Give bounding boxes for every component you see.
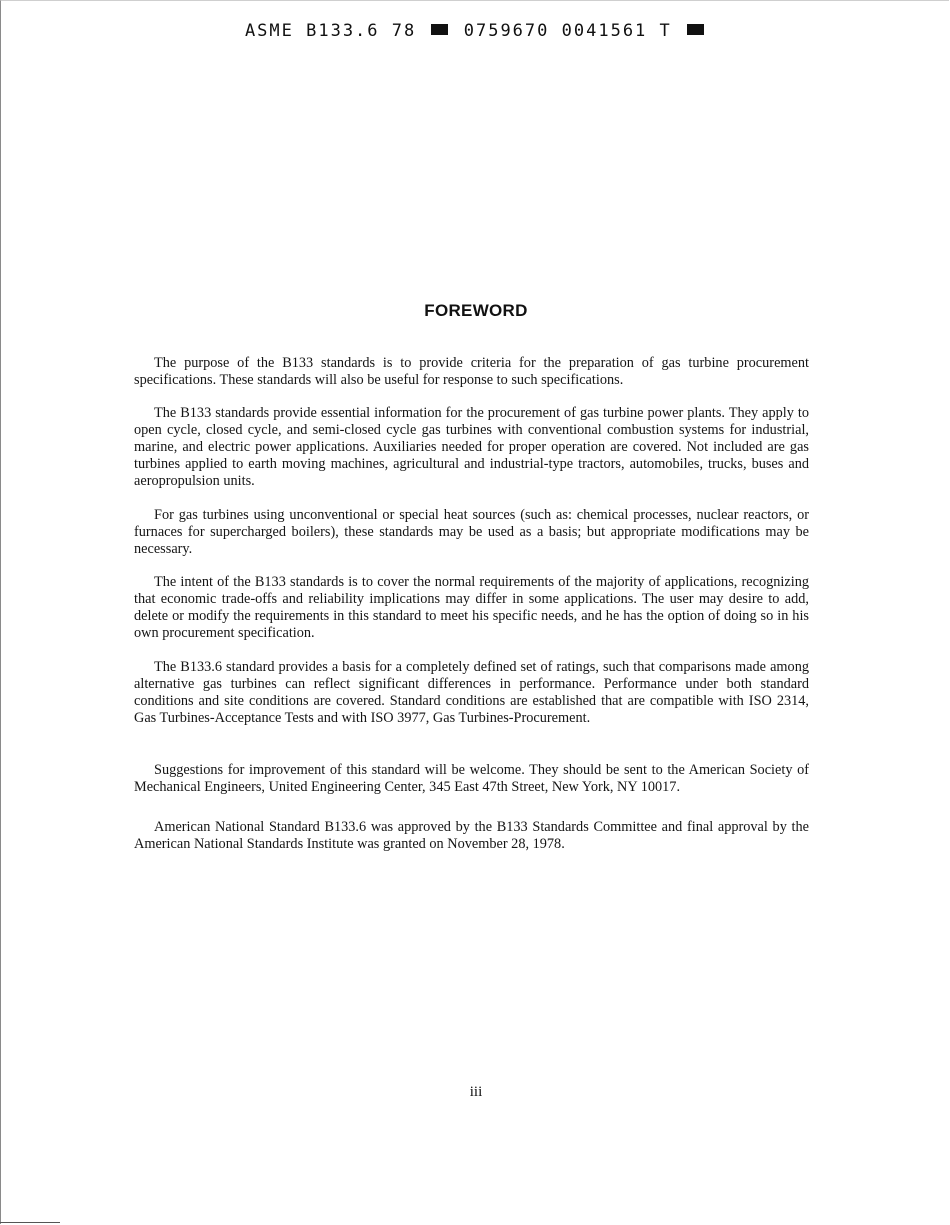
page-title: FOREWORD [424, 301, 528, 320]
paragraph-purpose: The purpose of the B133 standards is to provide criteria for the preparation of gas turbine procurement specifications. These standards will also be useful for response to such specifications. [134, 355, 809, 388]
header-block-mark [687, 24, 704, 35]
header-block-mark [431, 24, 448, 35]
header-control-number-2: 0041561 [561, 21, 648, 41]
paragraph-ratings: The B133.6 standard provides a basis for a completely defined set of ratings, such that comparisons made among alternative gas turbines can reflect significant differences in performance. Performance under both standard conditions and site conditions are covered. Standard conditions are established that are compatible with ISO 2314, Gas Turbines-Acceptance Tests and with ISO 3977, Gas Turbines-Procurement. [134, 659, 809, 726]
paragraph-suggestions: Suggestions for improvement of this standard will be welcome. They should be sent to the American Society of Mechanical Engineers, United Engineering Center, 345 East 47th Street, New York, NY 10017. [134, 762, 809, 795]
header-control-number-1: 0759670 [463, 21, 550, 41]
header-doc-code: ASME B133.6 78 [244, 21, 417, 41]
paragraph-special-heat-sources: For gas turbines using unconventional or special heat sources (such as: chemical processes, nuclear reactors, or furnaces for supercharged boilers), these standards may be used as a basis; but appropriate modifications may be necessary. [134, 507, 809, 557]
scan-edge-divider [0, 1222, 60, 1223]
header-suffix: T [659, 21, 672, 41]
scan-header [1, 21, 950, 41]
paragraph-approval: American National Standard B133.6 was approved by the B133 Standards Committee and final approval by the American National Standards Institute was granted on November 28, 1978. [134, 819, 809, 852]
paragraph-intent: The intent of the B133 standards is to cover the normal requirements of the majority of applications, recognizing that economic trade-offs and reliability implications may differ in some applications. The user may desire to add, delete or modify the requirements in this standard to meet his specific needs, and he has the option of doing so in his own procurement specification. [134, 574, 809, 641]
paragraph-scope: The B133 standards provide essential information for the procurement of gas turbine power plants. They apply to open cycle, closed cycle, and semi-closed cycle gas turbines with conventional combustion systems for industrial, marine, and electric power applications. Auxiliaries needed for proper operation are covered. Not included are gas turbines applied to earth moving machines, agricultural and industrial-type tractors, automobiles, trucks, buses and aeropropulsion units. [134, 405, 809, 489]
page-number: iii [469, 1084, 483, 1100]
